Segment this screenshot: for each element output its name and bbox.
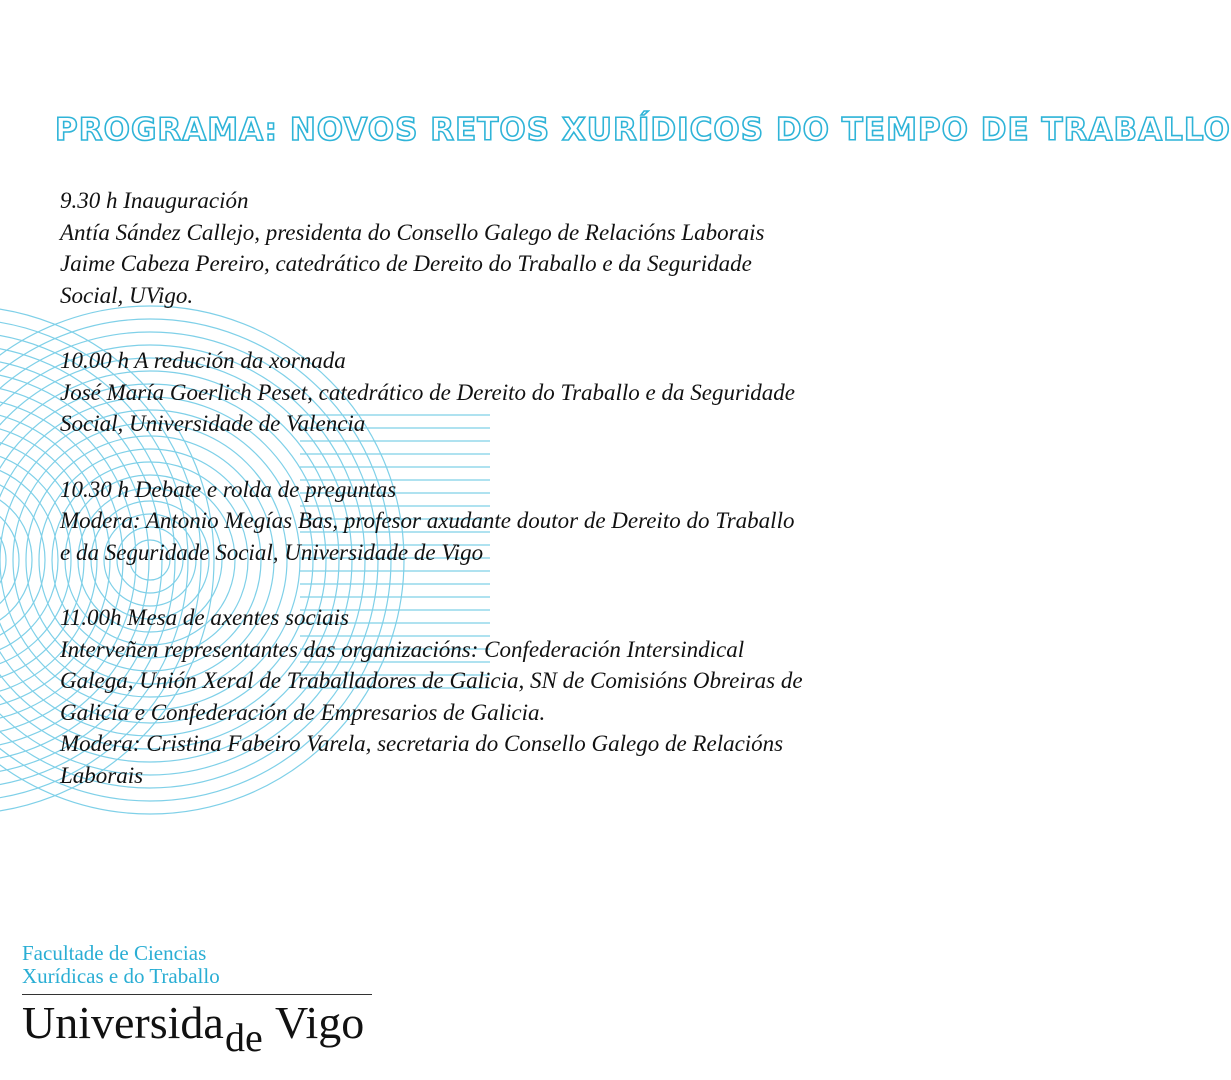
- program-speaker: Jaime Cabeza Pereiro, catedrático de Dereito do Traballo e da Seguridade: [60, 251, 752, 276]
- wave-arc: [0, 462, 58, 658]
- program-participants-continued: Galicia e Confederación de Empresarios de Galicia.: [60, 699, 546, 725]
- faculty-name-line1: Facultade de Ciencias: [22, 941, 207, 965]
- wave-arc: [0, 514, 6, 606]
- faculty-name-line2: Xurídicas e do Traballo: [22, 964, 220, 988]
- program-participants: Interveñen representantes das organizacións: Confederación Intersindical: [60, 636, 745, 662]
- program-list: [60, 185, 980, 825]
- university-wordmark-part2: de: [225, 1015, 263, 1060]
- program-moderator-continued: Laborais: [60, 762, 144, 788]
- program-moderator: Modera: Cristina Fabeiro Varela, secretaria do Consello Galego de Relacións: [60, 731, 784, 756]
- university-logo: [22, 942, 382, 1063]
- university-wordmark-part3: Vigo: [275, 997, 365, 1048]
- wave-arc: [0, 488, 32, 632]
- page-title: PROGRAMA: NOVOS RETOS XURÍDICOS DO TEMPO DE TRABALLO: [55, 112, 1231, 148]
- program-time-title: 10.30 h Debate e rolda de preguntas: [60, 476, 397, 502]
- program-item-inauguracion: [60, 185, 980, 311]
- program-speaker: Antía Sández Callejo, presidenta do Consello Galego de Relacións Laborais: [60, 219, 765, 245]
- program-speaker: José María Goerlich Peset, catedrático de Dereito do Traballo e da Seguridade: [60, 379, 796, 405]
- program-moderator: Modera: Antonio Megías Bas, profesor axudante doutor de Dereito do Traballo: [60, 508, 795, 533]
- university-wordmark-part1: Universida: [22, 997, 224, 1048]
- program-item-reducion-xornada: [60, 345, 980, 440]
- program-item-mesa-axentes: [60, 602, 980, 791]
- program-speaker-continued: Social, Universidade de Valencia: [60, 411, 366, 436]
- program-item-debate: [60, 474, 980, 569]
- program-participants-continued: Galega, Unión Xeral de Traballadores de Galicia, SN de Comisións Obreiras de: [60, 668, 803, 693]
- program-speaker-continued: Social, UVigo.: [60, 282, 194, 308]
- wave-arc: [0, 475, 45, 645]
- program-time-title: 9.30 h Inauguración: [60, 188, 249, 213]
- wave-arc: [0, 501, 19, 619]
- program-time-title: 10.00 h A redución da xornada: [60, 348, 346, 373]
- program-moderator-continued: e da Seguridade Social, Universidade de Vigo: [60, 539, 484, 565]
- program-time-title: 11.00h Mesa de axentes sociais: [60, 605, 349, 630]
- university-wordmark: [22, 995, 382, 1063]
